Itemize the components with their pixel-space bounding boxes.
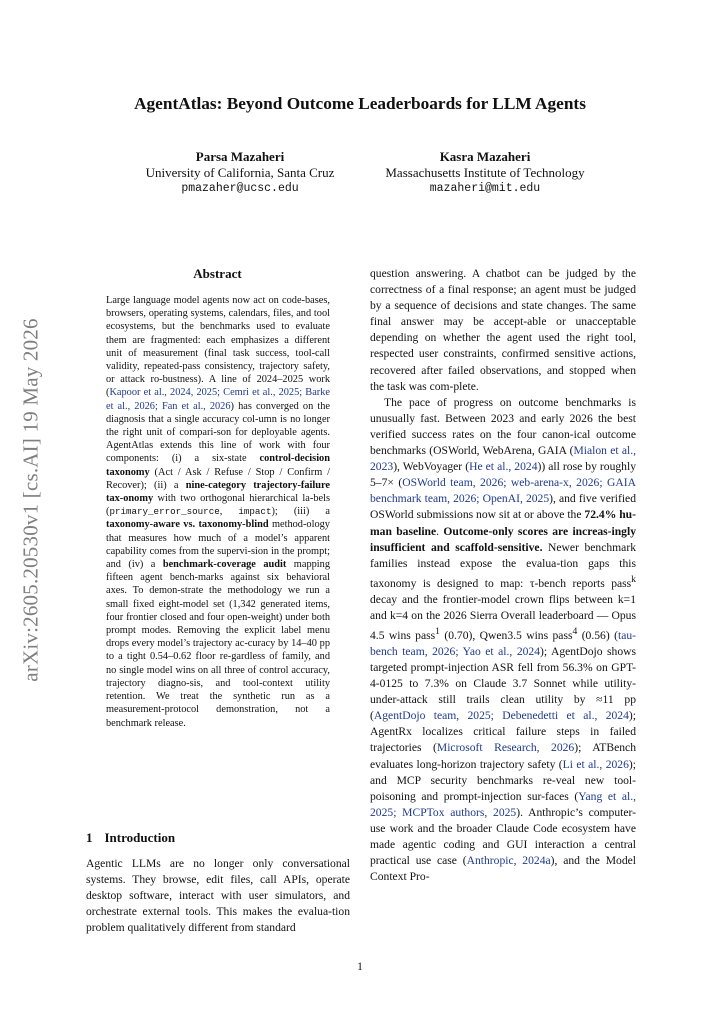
citation-link[interactable]: Mialon et al., 2023 <box>370 444 636 474</box>
citation-link[interactable]: Microsoft Research, 2026 <box>436 741 575 755</box>
author-name: Parsa Mazaheri <box>195 149 285 164</box>
paper-title: AgentAtlas: Beyond Outcome Leaderboards for LLM Agents <box>134 94 586 113</box>
citation-link[interactable]: Kapoor et al., 2024, 2025; Cemri et al., 2025; Barke et al., 2026; Fan et al., 2026 <box>106 387 330 412</box>
citation-link[interactable]: OSWorld team, 2026; web-arena-x, 2026; GAIA benchmark team, 2026; OpenAI, 2025 <box>370 476 636 506</box>
right-column <box>370 266 636 885</box>
author-block-2 <box>360 149 610 197</box>
citation-link[interactable]: tau-bench team, 2026; Yao et al., 2024 <box>370 628 636 658</box>
paragraph: The pace of progress on outcome benchmarks is unusually fast. Between 2023 and early 2026 the best verified success rates on the four canon-ical outcome benchmarks (OSWorld, WebArena, GAIA (Mialon et al., 2023), WebVoyager (He et al., 2024)) all rose by roughly 5–7× (OSWorld team, 2026; web-arena-x, 2026; GAIA benchmark team, 2026; OpenAI, 2025), and five verified OSWorld submissions now sit at or above the 72.4% hu-man baseline. Outcome-only scores are increas-ingly insufficient and scaffold-sensitive. Newer benchmark families instead expose the evalua-tion gaps this taxonomy is designed to map: τ-bench reports pass$^k$ decay and the frontier-model crown flips between k=1 and k=4 on the 2026 Sierra Overall leaderboard — Opus 4.5 wins pass$^1$ (0.70), Qwen3.5 wins pass$^4$ (0.56) (tau-bench team, 2026; Yao et al., 2024); AgentDojo shows targeted prompt-injection ASR fell from 56.3% on GPT-4-0125 to 7.3% on Claude 3.7 Sonnet while utility-under-attack still trails clean utility by ≈11 pp (AgentDojo team, 2025; Debenedetti et al., 2024); AgentRx localizes critical failure steps in failed trajectories (Microsoft Research, 2026); ATBench evaluates long-horizon trajectory safety (Li et al., 2026); and MCP security benchmarks re-veal new tool-poisoning and prompt-injection sur-faces (Yang et al., 2025; MCPTox authors, 2025). Anthropic’s computer-use work and the broader Claude Code ecosystem have made agentic coding and GUI interaction a central practical use case (Anthropic, 2024a), and the Model Context Pro- <box>370 395 637 884</box>
author-email[interactable]: mazaheri@mit.edu <box>429 182 541 195</box>
citation-link[interactable]: Anthropic, 2024a <box>466 854 551 868</box>
arxiv-stamp: arXiv:2605.20530v1 [cs.AI] 19 May 2026 <box>18 318 43 682</box>
author-block-1 <box>125 149 355 197</box>
intro-left-column: Agentic LLMs are no longer only conversational systems. They browse, edit files, call APIs, operate desktop software, interact with user simulators, and orchestrate external tools. This makes the evalua-tion problem qualitatively different from standard <box>86 857 350 935</box>
author-name: Kasra Mazaheri <box>439 149 531 164</box>
author-email[interactable]: pmazaher@ucsc.edu <box>181 182 299 195</box>
citation-link[interactable]: Li et al., 2026 <box>562 757 629 771</box>
author-affiliation: Massachusetts Institute of Technology <box>385 165 585 180</box>
citation-link[interactable]: AgentDojo team, 2025; Debenedetti et al., 2024 <box>373 709 629 723</box>
abstract-heading: Abstract <box>193 266 242 281</box>
abstract-body: Large language model agents now act on code-bases, browsers, operating systems, calendars, files, and tool ecosystems, but the benchmarks used to evaluate them are fragmented: each emphasizes a different unit of measurement (final task success, tool-call validity, repeated-pass consistency, trajectory safety, or attack ro-bustness). A line of 2024–2025 work (Kapoor et al., 2024, 2025; Cemri et al., 2025; Barke et al., 2026; Fan et al., 2026) has converged on the diagnosis that a single accuracy col-umn is no longer the right unit of compari-son for deployable agents. AgentAtlas extends this line of work with four components: (i) a six-state control-decision taxonomy (Act / Ask / Refuse / Stop / Confirm / Recover); (ii) a nine-category trajectory-failure tax-onomy with two orthogonal hierarchical la-bels (primary_error_source, impact); (iii) a taxonomy-aware vs. taxonomy-blind method-ology that measures how much of a model’s apparent capability comes from the supervi-sion in the prompt; and (iv) a benchmark-coverage audit mapping fifteen agent bench-marks against six behavioral axes. To demon-strate the methodology we run a small fixed eight-model set (1,342 generated items, four frontier closed and four open-weight) under both prompt modes. Removing the explicit label menu drops every model’s trajectory ac-curacy by 14–40 pp to a tight 0.54–0.62 floor re-gardless of family, and no single model wins on all three of control accuracy, trajectory diagno-sis, and tool-context utility retention. We treat the synthetic run as a measurement-protocol demonstration, not a benchmark release. <box>106 295 331 729</box>
citation-link[interactable]: He et al., 2024 <box>469 460 538 474</box>
citation-link[interactable]: Yang et al., 2025; MCPTox authors, 2025 <box>370 789 636 819</box>
author-affiliation: University of California, Santa Cruz <box>145 165 335 180</box>
section-heading: 1 Introduction <box>86 830 176 845</box>
page-number: 1 <box>357 961 363 973</box>
paragraph: question answering. A chatbot can be judged by the correctness of a final response; an agent must be judged by a sequence of decisions and state changes. The same final answer may be accept-able or unacceptable depending on whether the agent used the right tool, respected user constraints, confirmed sensitive actions, recovered after failed observations, and stopped when the task was com-plete. <box>370 267 636 393</box>
